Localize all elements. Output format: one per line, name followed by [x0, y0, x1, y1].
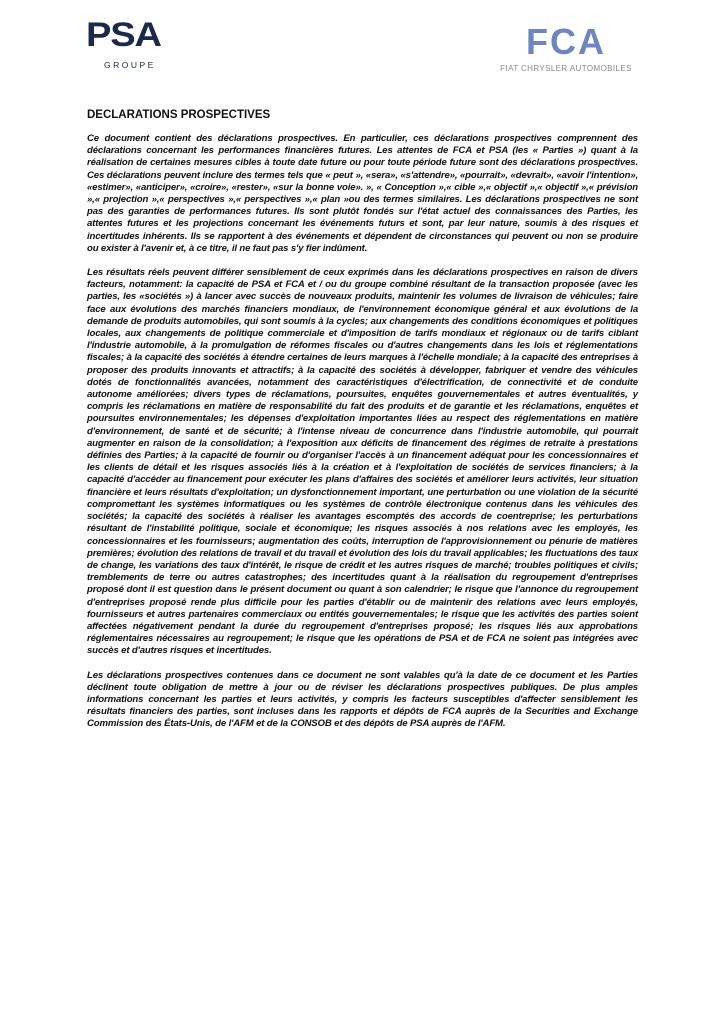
- fca-logo: [496, 21, 636, 78]
- paragraph-disclaimer: Les déclarations prospectives contenues dans ce document ne sont valables qu'à la date de ce document et les Parties déclinent toute obligation de mettre à jour ou de réviser les déclarations prospectives publiques. De plus amples informations concernant les parties et leurs activités, y compris les facteurs susceptibles d'affecter sensiblement les résultats financiers des parties, sont incluses dans les rapports et dépôts de FCA auprès de la Securities and Exchange Commission des États-Unis, de l'AFM et de la CONSOB et des dépôts de PSA auprès de l'AFM.: [87, 669, 638, 730]
- document-title: DECLARATIONS PROSPECTIVES: [87, 109, 271, 121]
- psa-groupe-logo: [86, 18, 176, 72]
- paragraph-risk-factors: Les résultats réels peuvent différer sensiblement de ceux exprimés dans les déclarations prospectives en raison de divers facteurs, notamment: la capacité de PSA et FCA et / ou du groupe combiné résultant de la transaction proposée (avec les parties, les «sociétés ») à lancer avec succès de nouveaux produits, maintenir les volumes de livraison de véhicules; faire face aux évolutions des marchés financiers mondiaux, de l'environnement économique général et aux évolutions de la demande de produits automobiles, qui sont soumis à la cycles; aux changements des conditions économiques et politiques locales, aux changements de politique commerciale et d'imposition de tarifs mondiaux et régionaux ou de tarifs ciblant l'industrie automobile, à la promulgation de réformes fiscales ou d'autres changements dans les lois et réglementations fiscales; à la capacité des sociétés à étendre certaines de leurs marques à l'échelle mondiale; à la capacité des entreprises à proposer des produits innovants et attractifs; à la capacité des sociétés à développer, fabriquer et vendre des véhicules dotés de fonctionnalités avancées, notamment des caractéristiques d'électrification, de connectivité et de conduite autonome améliorées; divers types de réclamations, poursuites, enquêtes gouvernementales et autres éventualités, y compris les réclamations en matière de responsabilité du fait des produits et de garantie et les réclamations, enquêtes et poursuites environnementales; les dépenses d'exploitation importantes liées au respect des réglementations en matière d'environnement, de santé et de sécurité; à l'intense niveau de concurrence dans l'industrie automobile, qui pourrait augmenter en raison de la consolidation; à l'exposition aux déficits de financement des régimes de retraite à prestations définies des Parties; à la capacité de fournir ou d'organiser l'accès à un financement adéquat pour les concessionnaires et les clients de détail et les risques associés liés à la création et à l'exploitation de sociétés de services financiers; à la capacité d'accéder au financement pour exécuter les plans d'affaires des sociétés et améliorer leurs activités, leur situation financière et leurs résultats d'exploitation; un dysfonctionnement important, une perturbation ou une violation de la sécurité compromettant les systèmes informatiques ou les systèmes de contrôle électronique contenus dans les véhicules des sociétés; la capacité des sociétés à réaliser les avantages escomptés des accords de coentreprise; les perturbations résultant de l'instabilité politique, sociale et économique; les risques associés à nos relations avec les employés, les concessionnaires et les fournisseurs; augmentation des coûts, interruption de l'approvisionnement ou pénurie de matières premières; évolution des relations de travail et du travail et évolution des lois du travail applicables; les fluctuations des taux de change, les variations des taux d'intérêt, le risque de crédit et les autres risques de marché; troubles politiques et civils; tremblements de terre ou autres catastrophes; des incertitudes quant à la réalisation du regroupement d'entreprises proposé dont il est question dans le présent document ou quant à son calendrier; le risque que l'annonce du regroupement d'entreprises proposé rende plus difficile pour les parties d'établir ou de maintenir des relations avec leurs employés, fournisseurs et autres partenaires commerciaux ou entités gouvernementales; le risque que les activités des parties soient affectées négativement pendant la durée du regroupement d'entreprises proposé; les risques liés aux approbations réglementaires nécessaires au regroupement; le risque que les opérations de PSA et de FCA ne soient pas intégrées avec succès et d'autres risques et incertitudes.: [87, 267, 638, 657]
- fca-logo-mark: FCA: [526, 21, 606, 62]
- fca-logo-subtitle: FIAT CHRYSLER AUTOMOBILES: [500, 64, 632, 73]
- psa-logo-mark: PSA: [86, 16, 161, 54]
- document-body: [87, 109, 638, 743]
- paragraph-intro: Ce document contient des déclarations prospectives. En particulier, ces déclarations prospectives comprennent des déclarations concernant les performances financières futures. Les attentes de FCA et PSA (les « Parties ») quant à la réalisation de certaines mesures cibles à toute date future ou pour toute période future sont des déclarations prospectives. Ces déclarations peuvent inclure des termes tels que « peut », «sera», «s'attendre», «pourrait», «devrait», «avoir l'intention», «estimer», «anticiper», «croire», «rester», «sur la bonne voie». », « Conception »,« cible »,« objectif »,« objectif »,« prévision »,« projection »,« perspectives »,« perspectives »,« plan »ou des termes similaires. Les déclarations prospectives ne sont pas des garanties de performances futures. Ils sont plutôt fondés sur l'état actuel des connaissances des Parties, les attentes futures et les projections concernant les événements futurs et sont, par leur nature, soumis à des risques et incertitudes inhérents. Ils se rapportent à des événements et dépendent de circonstances qui peuvent ou non se produire ou exister à l'avenir et, à ce titre, il ne faut pas s'y fier indûment.: [87, 133, 638, 254]
- psa-logo-subtitle: GROUPE: [104, 60, 156, 70]
